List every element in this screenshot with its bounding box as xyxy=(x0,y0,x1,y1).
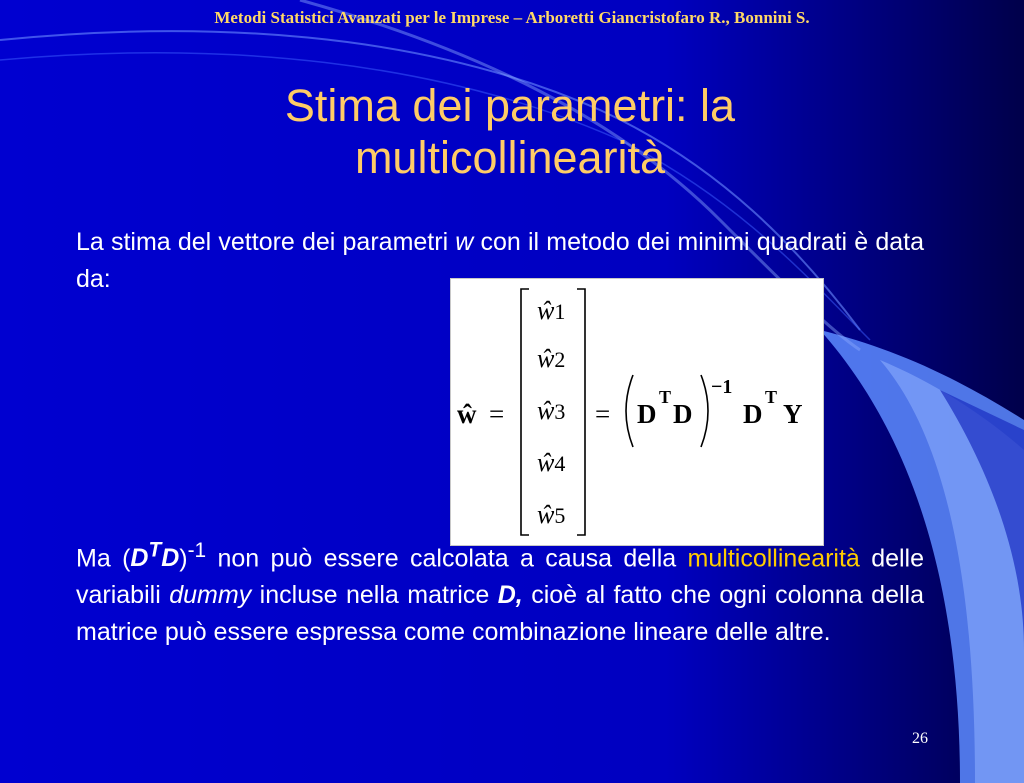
p2-t: T xyxy=(148,539,162,562)
slide-header: Metodi Statistici Avanzati per le Imprese – Arboretti Giancristofaro R., Bonnini S. xyxy=(214,8,810,27)
p2-mid: non può essere calcolata a causa della xyxy=(206,544,688,573)
p2-d2: D xyxy=(161,544,180,573)
formula-t-1: T xyxy=(659,387,672,407)
title-line-1: Stima dei parametri: la xyxy=(284,80,736,131)
formula-equals-1: = xyxy=(489,399,505,429)
p2-exp: -1 xyxy=(187,539,207,562)
left-paren xyxy=(626,375,633,447)
intro-text-pre: La stima del vettore dei parametri xyxy=(76,228,456,256)
formula-inverse: −1 xyxy=(711,376,733,398)
slide-title xyxy=(150,80,870,184)
vector-entry-4: ŵ4 xyxy=(537,448,566,477)
formula-equals-2: = xyxy=(595,399,611,429)
intro-var-w: w xyxy=(455,228,474,256)
least-squares-formula xyxy=(450,278,824,546)
formula-d-1: D xyxy=(637,399,657,429)
vector-entry-2: ŵ2 xyxy=(537,344,566,373)
p2-d3: D, xyxy=(497,581,523,610)
page-number: 26 xyxy=(912,730,928,747)
p2-close: ) xyxy=(179,544,188,573)
formula-y: Y xyxy=(783,399,803,429)
p2-highlight: multicollinearità xyxy=(687,544,860,573)
formula-lhs: ŵ xyxy=(457,399,477,429)
p2-d1: D xyxy=(130,544,149,573)
p2-pre: Ma ( xyxy=(76,544,131,573)
vector-entry-5: ŵ5 xyxy=(537,500,566,529)
left-bracket xyxy=(521,289,529,535)
vector-entry-3: ŵ3 xyxy=(537,396,566,425)
right-paren xyxy=(701,375,708,447)
formula-t-2: T xyxy=(765,387,778,407)
title-line-2: multicollinearità xyxy=(354,132,666,183)
p2-post: cioè al fatto che ogni colonna della matrice può essere espressa come combinazione lineare delle altre. xyxy=(76,581,924,647)
formula-d-2: D xyxy=(673,399,693,429)
multicollinearity-paragraph xyxy=(76,532,924,651)
p2-mid3: incluse nella matrice xyxy=(251,581,498,610)
right-bracket xyxy=(577,289,585,535)
intro-text-post: con il metodo dei minimi quadrati è data da: xyxy=(76,228,924,293)
p2-mid2: delle variabili xyxy=(76,544,925,610)
parameter-vector xyxy=(537,296,565,529)
p2-dummy: dummy xyxy=(169,581,252,610)
formula-d-3: D xyxy=(743,399,763,429)
vector-entry-1: ŵ1 xyxy=(537,296,566,325)
